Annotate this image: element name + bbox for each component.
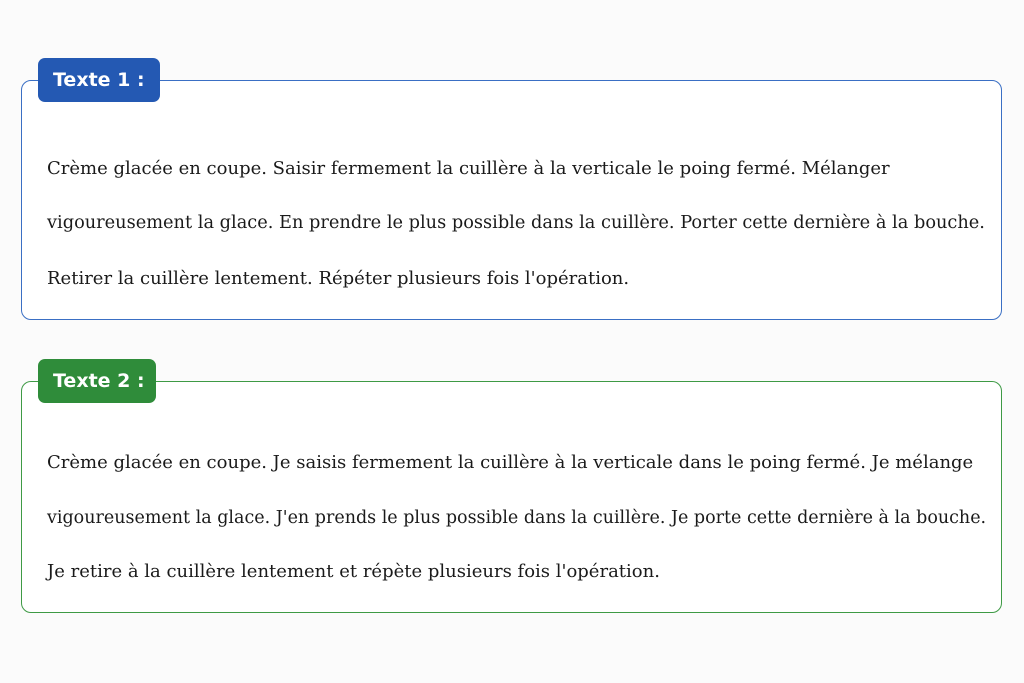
text-2-line: vigoureusement la glace. J'en prends le plus possible dans la cuillère. Je porte cette dernière à la bouche. [47, 507, 987, 528]
text-2-label: Texte 2 : [38, 359, 156, 403]
text-2-line: Je retire à la cuillère lentement et répète plusieurs fois l'opération. [47, 561, 660, 582]
text-2-card [21, 370, 1002, 613]
text-1-label: Texte 1 : [38, 58, 160, 102]
text-1-line: Crème glacée en coupe. Saisir fermement la cuillère à la verticale le poing fermé. Mélanger [47, 158, 890, 179]
text-1-body [47, 141, 987, 306]
text-1-card [21, 69, 1002, 320]
text-1-line: vigoureusement la glace. En prendre le plus possible dans la cuillère. Porter cette dernière à la bouche. [47, 213, 985, 233]
text-2-body [47, 436, 987, 600]
text-2-line: Crème glacée en coupe. Je saisis fermement la cuillère à la verticale dans le poing fermé. Je mélange [47, 452, 974, 473]
text-1-line: Retirer la cuillère lentement. Répéter plusieurs fois l'opération. [47, 268, 630, 289]
